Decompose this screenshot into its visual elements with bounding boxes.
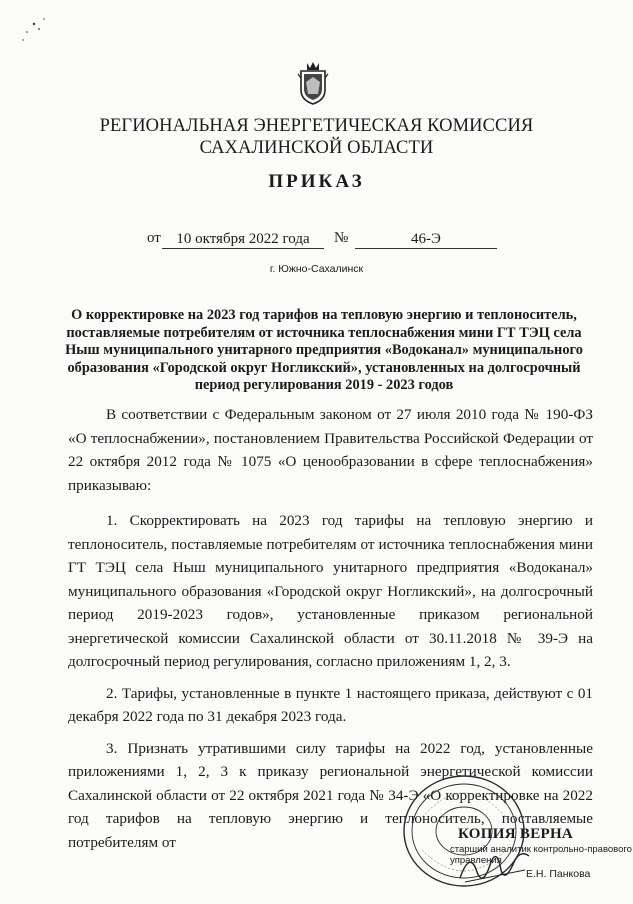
order-number: 46-Э [355, 230, 497, 249]
preamble-paragraph: В соответствии с Федеральным законом от 27 июля 2010 года № 190-ФЗ «О теплоснабжении», постановлением Правительства Российской Федерации от 22 октября 2012 года № 1075 «О ценообразовании в сфере теплоснабжения» приказываю: [68, 406, 593, 494]
item-1-paragraph: 1. Скорректировать на 2023 год тарифы на тепловую энергию и теплоноситель, поставляемые потребителям от источника теплоснабжения мини ГТ ТЭЦ села Ныш муниципального унитарного предприятия «Водоканал» муниципального образования «Городской округ Ногликский», на долгосрочный период 2019-2023 годов», установленные приказом региональной энергетической комиссии Сахалинской области от 30.11.2018 № 39-Э на долгосрочный период регулирования, согласно приложениям 1, 2, 3. [68, 512, 593, 670]
number-sign: № [334, 230, 349, 246]
scan-specks [14, 10, 54, 50]
certifier-position: старший аналитик контрольно-правового управления [450, 844, 632, 866]
date-number-line [0, 230, 633, 250]
item-2-paragraph: 2. Тарифы, установленные в пункте 1 настоящего приказа, действуют с 01 декабря 2022 года по 31 декабря 2023 года. [68, 684, 593, 725]
organization-line-2: САХАЛИНСКОЙ ОБЛАСТИ [199, 138, 434, 158]
item-3-paragraph: 3. Признать утратившими силу тарифы на 2022 год, установленные приложениями 1, 2, 3 к приказу региональной энергетической комиссии Сахалинской области от 22 октября 2021 года № 34-Э «О корректировке на 2022 год тарифов на тепловую энергию и теплоноситель, поставляемые потребителям от [68, 739, 593, 851]
organization-line-1: РЕГИОНАЛЬНАЯ ЭНЕРГЕТИЧЕСКАЯ КОМИССИЯ [99, 116, 534, 136]
document-type: ПРИКАЗ [268, 171, 365, 192]
certified-copy-mark: КОПИЯ ВЕРНА [458, 826, 574, 842]
organization-name [60, 115, 573, 159]
certifier-name: Е.Н. Панкова [526, 868, 591, 880]
city: г. Южно-Сахалинск [269, 263, 364, 275]
coat-of-arms-icon [297, 60, 329, 106]
order-date: 10 октября 2022 года [162, 230, 324, 249]
handwritten-signature [455, 840, 535, 890]
from-label: от [147, 230, 161, 246]
order-subject: О корректировке на 2023 год тарифов на тепловую энергию и теплоноситель, поставляемые потребителям от источника теплоснабжения мини ГТ ТЭЦ села Ныш муниципального унитарного предприятия «Водоканал» муниципального образования «Городской округ Ногликский», установленных на долгосрочный период регулирования 2019 - 2023 годов [65, 307, 583, 393]
